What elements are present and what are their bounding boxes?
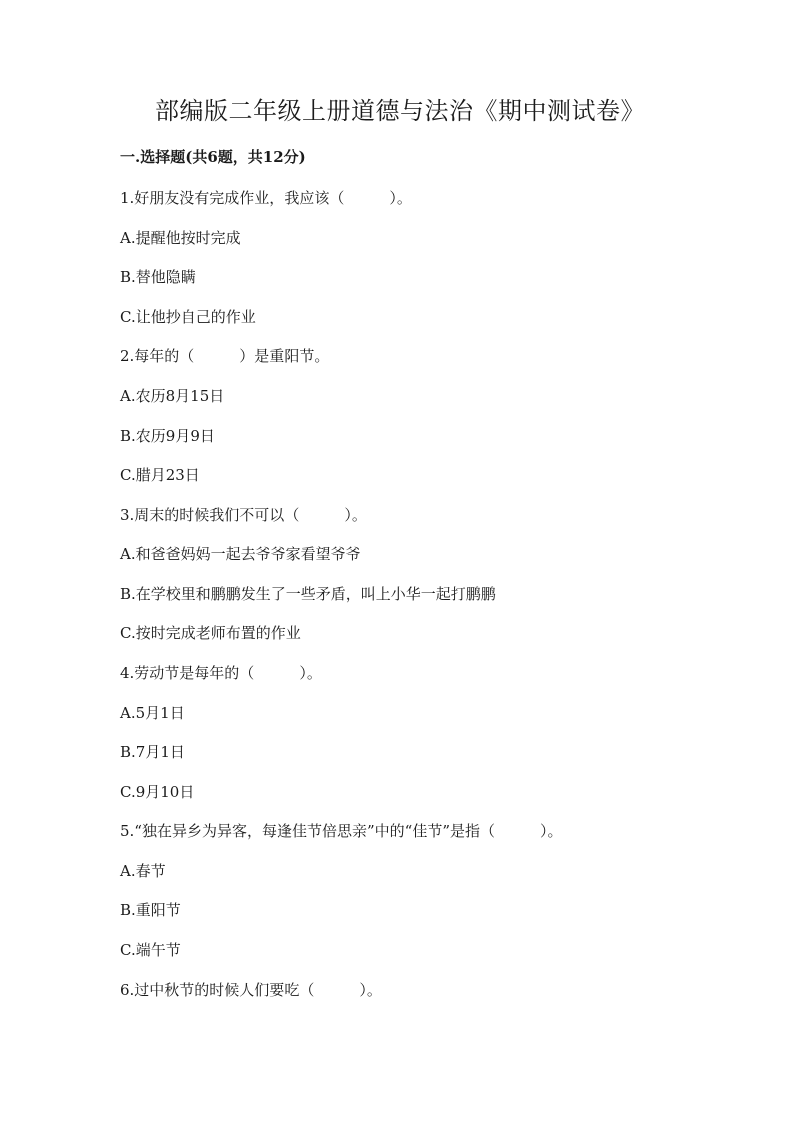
question-1-option-c: C.让他抄自己的作业	[120, 308, 256, 326]
question-3-option-a: A.和爸爸妈妈一起去爷爷家看望爷爷	[120, 545, 361, 563]
question-stem-2: 2.每年的（ ）是重阳节。	[120, 347, 330, 365]
question-4-option-a: A.5月1日	[120, 704, 185, 722]
question-2-option-b: B.农历9月9日	[120, 427, 215, 445]
question-5-option-b: B.重阳节	[120, 901, 181, 919]
question-2-option-a: A.农历8月15日	[120, 387, 225, 405]
question-3-option-b: B.在学校里和鹏鹏发生了一些矛盾，叫上小华一起打鹏鹏	[120, 585, 496, 603]
question-stem-6: 6.过中秋节的时候人们要吃（ ）。	[120, 981, 382, 999]
question-5-option-c: C.端午节	[120, 941, 181, 959]
question-1-option-b: B.替他隐瞒	[120, 268, 196, 286]
page-title: 部编版二年级上册道德与法治《期中测试卷》	[155, 97, 645, 125]
question-2-option-c: C.腊月23日	[120, 466, 200, 484]
question-stem-3: 3.周末的时候我们不可以（ ）。	[120, 506, 367, 524]
question-4-option-b: B.7月1日	[120, 743, 185, 761]
question-stem-4: 4.劳动节是每年的（ ）。	[120, 664, 322, 682]
question-3-option-c: C.按时完成老师布置的作业	[120, 624, 301, 642]
question-stem-5: 5.“独在异乡为异客，每逢佳节倍思亲”中的“佳节”是指（ ）。	[120, 822, 563, 840]
question-5-option-a: A.春节	[120, 862, 166, 880]
section-heading: 一.选择题(共6题，共12分)	[120, 148, 306, 166]
question-1-option-a: A.提醒他按时完成	[120, 229, 241, 247]
question-stem-1: 1.好朋友没有完成作业，我应该（ ）。	[120, 189, 412, 207]
question-4-option-c: C.9月10日	[120, 783, 195, 801]
